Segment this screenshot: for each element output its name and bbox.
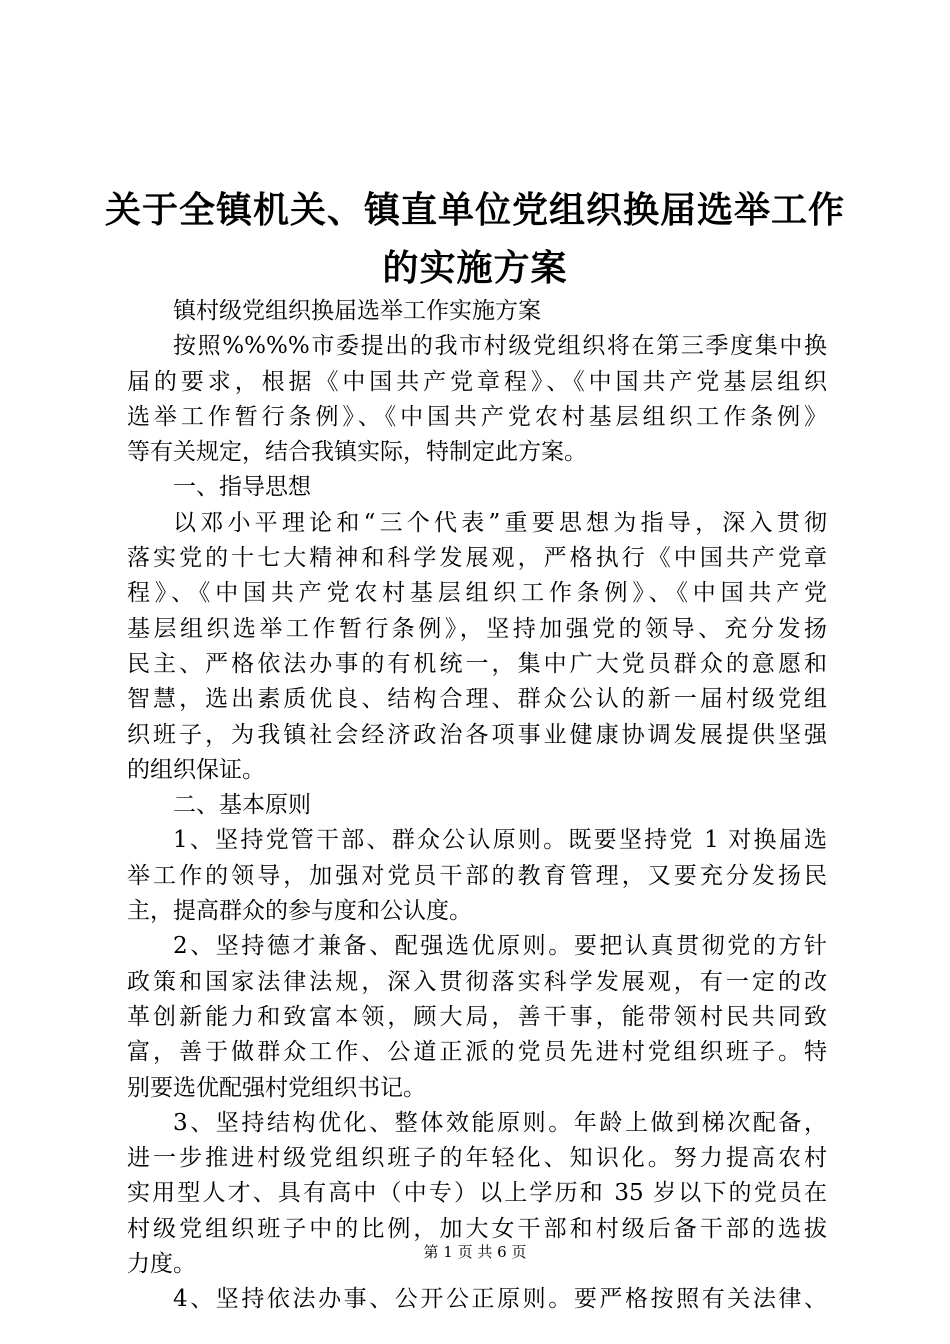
- text-line: 织班子，为我镇社会经济政治各项事业健康协调发展提供坚强: [127, 721, 827, 748]
- document-title-line-2: 的实施方案: [382, 247, 568, 289]
- text-line: 富，善于做群众工作、公道正派的党员先进村党组织班子。特: [127, 1039, 827, 1066]
- text-line: 的组织保证。: [127, 756, 265, 783]
- subtitle-line: 镇村级党组织换届选举工作实施方案: [173, 298, 541, 324]
- text-line: 革创新能力和致富本领，顾大局，善干事，能带领村民共同致: [127, 1003, 827, 1030]
- text-line: 3、坚持结构优化、整体效能原则。年龄上做到梯次配备，: [173, 1109, 827, 1136]
- text-line: 村级党组织班子中的比例，加大女干部和村级后备干部的选拔: [127, 1215, 827, 1242]
- text-line: 力度。: [127, 1251, 196, 1278]
- text-line: 智慧，选出素质优良、结构合理、群众公认的新一届村级党组: [127, 686, 827, 713]
- text-line: 基层组织选举工作暂行条例》，坚持加强党的领导、充分发扬: [127, 615, 827, 642]
- text-line: 选举工作暂行条例》、《中国共产党农村基层组织工作条例》: [127, 403, 827, 430]
- text-line: 别要选优配强村党组织书记。: [127, 1074, 426, 1101]
- section-heading: 一、指导思想: [173, 474, 311, 501]
- text-line: 届的要求，根据《中国共产党章程》、《中国共产党基层组织: [127, 368, 827, 395]
- text-line: 民主、严格依法办事的有机统一，集中广大党员群众的意愿和: [127, 650, 827, 677]
- text-line: 等有关规定，结合我镇实际，特制定此方案。: [127, 439, 587, 466]
- page-number-footer: 第 1 页 共 6 页: [423, 1243, 527, 1261]
- text-line: 实用型人才、具有高中（中专）以上学历和 35 岁以下的党员在: [127, 1180, 827, 1207]
- document-title-line-1: 关于全镇机关、镇直单位党组织换届选举工作: [104, 189, 845, 231]
- text-line: 4、坚持依法办事、公开公正原则。要严格按照有关法律、: [173, 1286, 827, 1313]
- text-line: 1、坚持党管干部、群众公认原则。既要坚持党 1 对换届选: [173, 827, 827, 854]
- text-line: 程》、《中国共产党农村基层组织工作条例》、《中国共产党: [127, 580, 827, 607]
- text-line: 进一步推进村级党组织班子的年轻化、知识化。努力提高农村: [127, 1145, 827, 1172]
- text-line: 举工作的领导，加强对党员干部的教育管理，又要充分发扬民: [127, 862, 827, 889]
- document-body: [127, 294, 827, 1318]
- text-line: 按照%%%%市委提出的我市村级党组织将在第三季度集中换: [173, 333, 827, 360]
- text-line: 落实党的十七大精神和科学发展观，严格执行《中国共产党章: [127, 545, 827, 572]
- text-line: 主，提高群众的参与度和公认度。: [127, 898, 472, 925]
- section-heading: 二、基本原则: [173, 792, 311, 819]
- text-line: 2、坚持德才兼备、配强选优原则。要把认真贯彻党的方针: [173, 933, 827, 960]
- text-line: 政策和国家法律法规，深入贯彻落实科学发展观，有一定的改: [127, 968, 827, 995]
- text-line: 以邓小平理论和“三个代表”重要思想为指导，深入贯彻: [173, 509, 827, 536]
